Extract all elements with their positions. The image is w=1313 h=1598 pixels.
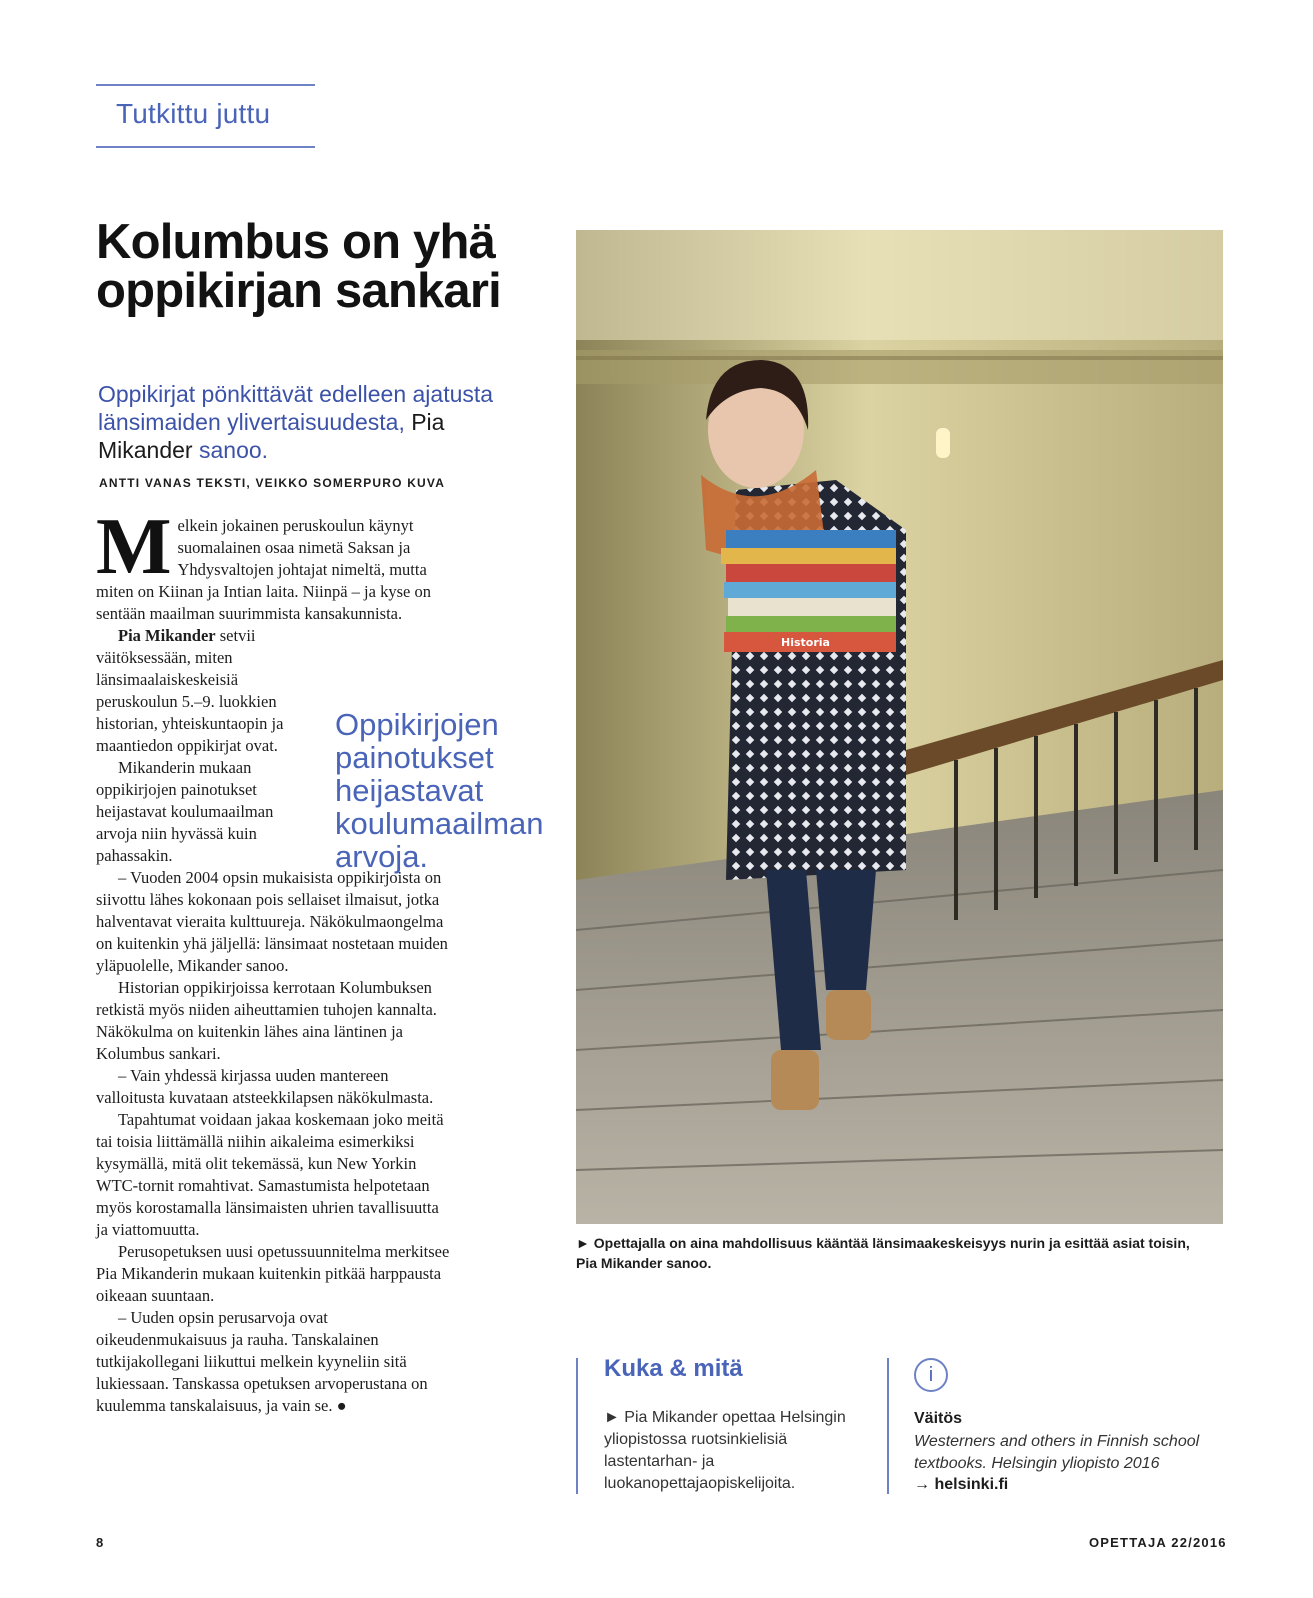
wall-lamp bbox=[936, 428, 950, 458]
paragraph-1-text: elkein jokainen peruskoulun käynyt suomalainen osaa nimetä Saksan ja Yhdysvaltojen johtajat nimeltä, mutta miten on Kiinan ja Intian laita. Niinpä – ja kyse on sentään maailman suurimmista kansakunnista. bbox=[96, 516, 431, 623]
headline: Kolumbus on yhä oppikirjan sankari bbox=[96, 215, 501, 318]
info-box-divider bbox=[887, 1358, 889, 1494]
paragraph-9-text: – Uuden opsin perusarvoja ovat oikeudenmukaisuus ja rauha. Tanskalainen tutkijakollegani liikuttui melkein kyyneliin sitä lukiessaan. Tanskassa opetuksen arvoperustana on kuulemma tanskalaisuus, ja vain se. bbox=[96, 1308, 428, 1415]
section-rule-top bbox=[96, 84, 315, 86]
book-label: Historia bbox=[781, 636, 830, 649]
boot bbox=[771, 1050, 819, 1110]
section-tag: Tutkittu juttu bbox=[116, 98, 271, 129]
who-box-text: ► Pia Mikander opettaa Helsingin yliopistossa ruotsinkielisiä lastentarhan- ja luokanopettajaopiskelijoita. bbox=[604, 1409, 846, 1492]
book-stack bbox=[721, 530, 896, 652]
paragraph-5: Historian oppikirjoissa kerrotaan Kolumbuksen retkistä myös niiden aiheuttamien tuhojen kannalta. Näkökulma on kuitenkin lähes aina läntinen ja Kolumbus sankari. bbox=[96, 978, 437, 1063]
paragraph-9 bbox=[96, 1307, 450, 1417]
who-box-title: Kuka & mitä bbox=[604, 1355, 743, 1382]
lead-end: sanoo. bbox=[192, 437, 269, 463]
paragraph-2-text: setvii väitöksessään, miten länsimaalaiskeskeisiä peruskoulun 5.–9. luokkien historian, yhteiskuntaopin ja maantiedon oppikirjat ovat. bbox=[96, 626, 284, 755]
paragraph-7: Tapahtumat voidaan jakaa koskemaan joko meitä tai toisia liittämällä niihin aikaleima esimerkiksi kysymällä, mitä olit tekemässä, kun New Yorkin WTC-tornit romahtivat. Samastumista helpotetaan myös korostamalla länsimaisten uhrien tavallisuutta ja viattomuutta. bbox=[96, 1110, 444, 1239]
paragraph-6: – Vain yhdessä kirjassa uuden mantereen valloitusta kuvataan atsteekkilapsen näkökulmasta. bbox=[96, 1066, 434, 1107]
end-mark: ● bbox=[336, 1396, 347, 1415]
info-text: Westerners and others in Finnish school textbooks. Helsingin yliopisto 2016 bbox=[914, 1433, 1200, 1472]
paragraph-4: – Vuoden 2004 opsin mukaisista oppikirjoista on siivottu lähes kokonaan pois sellaiset ilmaisut, jotka halventavat vieraita kulttuureja. Näkökulmaongelma on kuitenkin yhä jäljellä: länsimaat nostetaan muiden yläpuolelle, Mikander sanoo. bbox=[96, 868, 448, 975]
portrait-photo bbox=[576, 230, 1223, 1224]
photo-caption: ► Opettajalla on aina mahdollisuus kääntää länsimaakeskeisyys nurin ja esittää asiat toisin, Pia Mikander sanoo. bbox=[576, 1235, 1190, 1271]
lead-name: Pia Mikander bbox=[98, 409, 445, 463]
lead-text: Oppikirjat pönkittävät edelleen ajatusta länsimaiden ylivertaisuudesta, bbox=[98, 381, 494, 435]
article-body bbox=[96, 503, 450, 1417]
section-rule-bottom bbox=[96, 146, 315, 148]
ceiling-light bbox=[576, 230, 1223, 340]
info-heading: Väitös bbox=[914, 1410, 963, 1427]
paragraph-2-name: Pia Mikander bbox=[118, 626, 216, 645]
who-box-divider bbox=[576, 1358, 578, 1494]
border-line bbox=[576, 356, 1223, 360]
boot-raised bbox=[826, 990, 871, 1040]
byline-credits: ANTTI VANAS TEKSTI, VEIKKO SOMERPURO KUVA bbox=[99, 476, 446, 490]
paragraph-3: Mikanderin mukaan oppikirjojen painotukset heijastavat koulumaailman arvoja niin hyvässä kuin pahassakin. bbox=[96, 758, 274, 865]
lead bbox=[98, 380, 528, 464]
paragraph-1 bbox=[96, 503, 450, 625]
wall-border bbox=[576, 350, 1223, 384]
info-icon: i bbox=[914, 1358, 948, 1392]
info-link[interactable]: → helsinki.fi bbox=[914, 1476, 1009, 1493]
raised-leg bbox=[816, 870, 876, 990]
pullquote: Oppikirjojen painotukset heijastavat koulumaailman arvoja. bbox=[335, 707, 544, 874]
drop-cap: M bbox=[96, 503, 172, 591]
issue-label: OPETTAJA 22/2016 bbox=[1089, 1535, 1227, 1550]
photo-illustration bbox=[576, 230, 1223, 1224]
paragraph-8: Perusopetuksen uusi opetussuunnitelma merkitsee Pia Mikanderin mukaan kuitenkin pitkää harppausta oikeaan suuntaan. bbox=[96, 1242, 450, 1305]
page-number: 8 bbox=[96, 1535, 104, 1550]
